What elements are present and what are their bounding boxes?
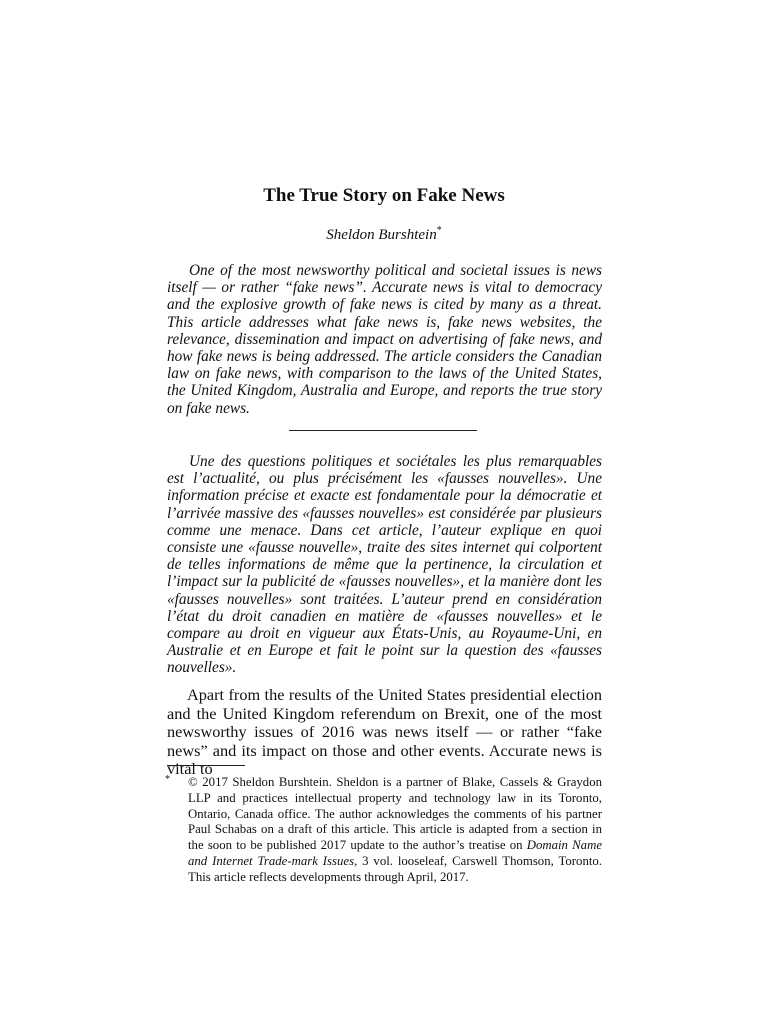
author-name: Sheldon Burshtein bbox=[326, 227, 437, 243]
footnote-text bbox=[167, 775, 602, 886]
footnote bbox=[167, 775, 602, 886]
body-paragraph: Apart from the results of the United States presidential election and the United Kingdom referendum on Brexit, one of the most newsworthy issues of 2016 was news itself — or rather “fake news” and its impact on those and other events. Accurate news is vital to bbox=[167, 685, 602, 779]
abstract-french: Une des questions politiques et sociétales les plus remarquables est l’actualité, ou plus précisément les «fausses nouvelles». Une information précise et exacte est fondamentale pour la démocratie et l’arrivée massive des «fausses nouvelles» est considérée par plusieurs comme une menace. Dans cet article, l’auteur explique en quoi consiste une «fausse nouvelle», traite des sites internet qui colportent de telles informations de même que la pertinence, la circulation et l’impact sur la publicité de «fausses nouvelles», et la manière dont les «fausses nouvelles» sont traitées. L’auteur prend en considération l’état du droit canadien en matière de «fausses nouvelles» et le compare au droit en vigueur aux États-Unis, au Royaume-Uni, en Australie et en Europe et fait le point sur la question des «fausses nouvelles». bbox=[167, 453, 602, 677]
abstract-english: One of the most newsworthy political and societal issues is news itself — or rather “fake news”. Accurate news is vital to democracy and the explosive growth of fake news is cited by many as a threat. This article addresses what fake news is, fake news websites, the relevance, dissemination and impact on advertising of fake news, and how fake news is being addressed. The article considers the Canadian law on fake news, with comparison to the laws of the United States, the United Kingdom, Australia and Europe, and reports the true story on fake news. bbox=[167, 262, 602, 417]
article-title: The True Story on Fake News bbox=[263, 185, 505, 206]
footnote-rule bbox=[167, 765, 245, 766]
author-byline bbox=[0, 225, 768, 244]
author-footnote-marker: * bbox=[436, 225, 442, 236]
footnote-treatise-title: Domain Name and Internet Trade-mark Issues bbox=[188, 838, 603, 868]
footnote-text-part-1: © 2017 Sheldon Burshtein. Sheldon is a partner of Blake, Cassels & Graydon LLP and practices intellectual property and technology law in its Toronto, Ontario, Canada office. The author acknowledges the comments of his partner Paul Schabas on a draft of this article. This article is adapted from a section in the soon to be published 2017 update to the author’s treatise on bbox=[188, 775, 602, 853]
abstract-separator bbox=[289, 430, 477, 431]
footnote-text-part-2: , 3 vol. looseleaf, Carswell Thomson, Toronto. This article reflects developments through April, 2017. bbox=[188, 853, 602, 884]
footnote-marker: * bbox=[165, 774, 170, 785]
